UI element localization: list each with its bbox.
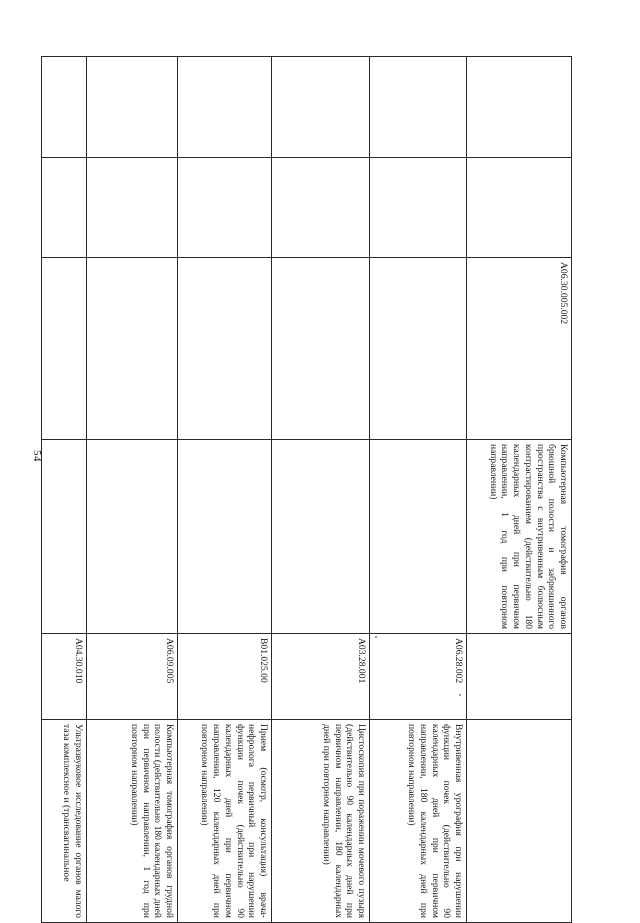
- service-description-cell: [87, 440, 178, 634]
- table-row: [42, 57, 87, 923]
- table-cell-blank: [272, 57, 370, 158]
- table-cell-blank: [87, 57, 178, 158]
- sub-description-cell: Цистоскопия при поражении мочевого пузыря (действительно 90 календарных дней при первичном направлении, 180 календарных дней при повторном направлении): [272, 720, 370, 923]
- table-cell-blank: [42, 158, 87, 258]
- sub-code-cell: [467, 634, 572, 720]
- service-description-cell: [370, 440, 467, 634]
- table-cell-blank: [467, 57, 572, 158]
- table-row: [467, 57, 572, 923]
- page-number-text: 54: [31, 450, 43, 462]
- table-cell-blank: [272, 158, 370, 258]
- service-code-cell: A06.30.005.002: [467, 258, 572, 440]
- table-row: [272, 57, 370, 923]
- services-table: [41, 56, 572, 923]
- scan-speck: [459, 694, 461, 696]
- table-cell-blank: [467, 158, 572, 258]
- service-description-cell: [42, 440, 87, 634]
- table-cell-blank: [178, 158, 272, 258]
- table-row: [87, 57, 178, 923]
- table-cell-blank: [370, 57, 467, 158]
- table-cell-blank: [87, 158, 178, 258]
- sub-description-cell: Внутривенная урография при нарушении функции почек (действительно 90 календарных дней при первичном направлении, 180 календарных дней при повторном направлении): [370, 720, 467, 923]
- table-cell-blank: [370, 158, 467, 258]
- sub-code-cell: A04.30.010: [42, 634, 87, 720]
- service-code-cell: [42, 258, 87, 440]
- service-code-cell: [370, 258, 467, 440]
- sub-description-cell: Прием (осмотр, консультация) врача-нефролога первичный при нарушении функции почек (действительно 90 календарных дней при первичном направлении, 120 календарных дней при повторном направлении): [178, 720, 272, 923]
- table-cell-blank: [178, 57, 272, 158]
- sub-code-cell: B01.025.00: [178, 634, 272, 720]
- sub-description-cell: Ультразвуковое исследование органов малого таза комплексное и (трансвагинальное: [42, 720, 87, 923]
- service-description-cell: Компьютерная томография органов брюшной полости и забрюшинного пространства с внутривенным болюсным контрастированием (действительно 180 календарных дней при первичном направлении, 1 год при повторном направлении): [467, 440, 572, 634]
- service-code-cell: [272, 258, 370, 440]
- service-description-cell: [178, 440, 272, 634]
- service-code-cell: [87, 258, 178, 440]
- service-description-cell: [272, 440, 370, 634]
- sub-description-cell: [467, 720, 572, 923]
- sub-code-cell: A03.28.001: [272, 634, 370, 720]
- table-sheet: [61, 56, 572, 922]
- sub-code-cell: A06.28.002: [370, 634, 467, 720]
- scan-speck: [375, 636, 377, 638]
- sub-description-cell: Компьютерная томография органов грудной полости (действительно 180 календарных дней при первичном направлении, 1 год при повторном направлении): [87, 720, 178, 923]
- service-code-cell: [178, 258, 272, 440]
- sub-code-cell: A06.09.005: [87, 634, 178, 720]
- table-row: [370, 57, 467, 923]
- table-row: [178, 57, 272, 923]
- table-cell-blank: [42, 57, 87, 158]
